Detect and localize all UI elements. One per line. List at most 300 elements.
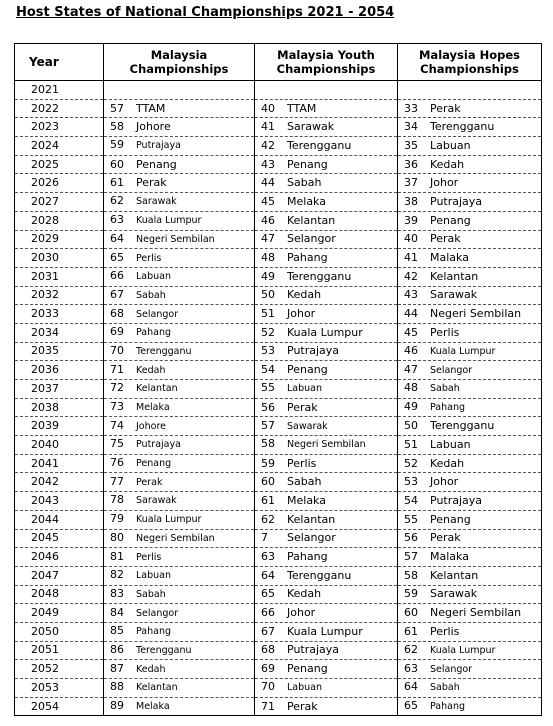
- table-row: [15, 660, 542, 679]
- table-row: [15, 510, 542, 529]
- host-cell: [104, 454, 255, 473]
- edition-number: 37: [404, 176, 418, 190]
- edition-number: 57: [404, 550, 418, 564]
- header-line: Malaysia Hopes: [418, 48, 520, 62]
- host-state: Kelantan: [136, 383, 178, 395]
- host-state: Melaka: [136, 701, 170, 713]
- host-state: Selangor: [136, 607, 179, 619]
- host-state: Negeri Sembilan: [136, 233, 215, 245]
- host-cell: [104, 211, 255, 230]
- host-cell: [398, 548, 542, 567]
- host-state: Perak: [430, 232, 461, 246]
- edition-number: 53: [261, 344, 275, 358]
- table-row: [15, 622, 542, 641]
- edition-number: 54: [404, 493, 418, 507]
- host-state: Kuala Lumpur: [430, 644, 496, 656]
- host-state: Sabah: [287, 475, 322, 489]
- host-cell: [398, 436, 542, 455]
- edition-number: 71: [110, 362, 124, 376]
- table-row: [15, 492, 542, 511]
- header-line: Championships: [129, 62, 229, 76]
- edition-number: 63: [110, 213, 124, 227]
- header-line: Championships: [276, 62, 376, 76]
- host-state: Perlis: [430, 325, 460, 339]
- host-cell: [104, 436, 255, 455]
- table-body: [15, 81, 542, 716]
- host-cell: [104, 604, 255, 623]
- edition-number: 62: [110, 194, 124, 208]
- host-cell: [104, 660, 255, 679]
- header-line: Malaysia: [150, 48, 208, 62]
- edition-number: 42: [261, 138, 275, 152]
- table-row: [15, 137, 542, 156]
- host-state: Kelantan: [287, 213, 336, 227]
- year-cell: 2044: [15, 510, 104, 529]
- host-cell: [104, 286, 255, 305]
- host-state: Sarawak: [430, 288, 478, 302]
- host-cell: [255, 436, 398, 455]
- host-state: Perak: [136, 476, 163, 488]
- table-row: [15, 529, 542, 548]
- year-cell: 2034: [15, 323, 104, 342]
- host-state: Putrajaya: [136, 140, 181, 152]
- edition-number: 74: [110, 418, 124, 432]
- year-cell: 2038: [15, 398, 104, 417]
- edition-number: 55: [261, 381, 275, 395]
- edition-number: 66: [110, 269, 124, 283]
- host-state: Kuala Lumpur: [287, 624, 363, 638]
- host-cell: [255, 155, 398, 174]
- host-cell: [255, 473, 398, 492]
- edition-number: 48: [404, 381, 418, 395]
- host-state: Perak: [287, 400, 318, 414]
- edition-number: 82: [110, 568, 124, 582]
- host-state: Putrajaya: [136, 439, 181, 451]
- host-state: TTAM: [287, 101, 317, 115]
- host-state: Putrajaya: [430, 194, 483, 208]
- host-state: Labuan: [430, 138, 471, 152]
- host-state: Penang: [430, 213, 471, 227]
- edition-number: 55: [404, 512, 418, 526]
- host-cell: [104, 118, 255, 137]
- host-cell: [255, 137, 398, 156]
- edition-number: 88: [110, 680, 124, 694]
- edition-number: 36: [404, 157, 418, 171]
- table-row: [15, 548, 542, 567]
- table-row: [15, 323, 542, 342]
- edition-number: 47: [261, 232, 275, 246]
- year-cell: 2051: [15, 641, 104, 660]
- table-row: [15, 249, 542, 268]
- host-cell: [255, 548, 398, 567]
- host-state: Labuan: [136, 271, 172, 283]
- edition-number: 52: [404, 456, 418, 470]
- host-state: TTAM: [136, 101, 166, 115]
- table-row: [15, 697, 542, 716]
- host-cell: [398, 679, 542, 698]
- host-state: Terengganu: [287, 269, 352, 283]
- host-state: Pahang: [287, 550, 328, 564]
- year-cell: 2026: [15, 174, 104, 193]
- year-cell: 2035: [15, 342, 104, 361]
- host-state: Malaka: [430, 251, 469, 265]
- edition-number: 49: [261, 269, 275, 283]
- host-state: Perlis: [287, 456, 317, 470]
- document-title: Host States of National Championships 2021 - 2054: [16, 5, 395, 20]
- edition-number: 86: [110, 642, 124, 656]
- header-malaysia-championships: [104, 44, 255, 81]
- year-cell: 2032: [15, 286, 104, 305]
- edition-number: 77: [110, 474, 124, 488]
- host-cell: [398, 249, 542, 268]
- host-cell: [104, 380, 255, 399]
- host-cell: [255, 193, 398, 212]
- edition-number: 59: [261, 456, 275, 470]
- host-cell: [104, 99, 255, 118]
- host-state: Putrajaya: [430, 493, 483, 507]
- host-state: Selangor: [287, 531, 336, 545]
- table-row: [15, 417, 542, 436]
- host-cell: [255, 417, 398, 436]
- host-cell: [398, 118, 542, 137]
- edition-number: 62: [404, 642, 418, 656]
- header-line: Malaysia Youth: [277, 48, 375, 62]
- host-state: Labuan: [430, 437, 471, 451]
- host-cell: [255, 174, 398, 193]
- host-state: Penang: [287, 662, 328, 676]
- host-state: Kedah: [430, 157, 465, 171]
- host-cell: [255, 660, 398, 679]
- edition-number: 85: [110, 624, 124, 638]
- host-state: Johor: [430, 475, 459, 489]
- edition-number: 60: [261, 475, 275, 489]
- edition-number: 79: [110, 512, 124, 526]
- host-cell: [255, 454, 398, 473]
- year-cell: 2048: [15, 585, 104, 604]
- host-cell: [104, 137, 255, 156]
- host-cell: [104, 81, 255, 100]
- edition-number: 47: [404, 362, 418, 376]
- host-state: Pahang: [287, 251, 328, 265]
- year-cell: 2036: [15, 361, 104, 380]
- year-cell: 2024: [15, 137, 104, 156]
- host-state: Selangor: [136, 308, 179, 320]
- year-cell: 2046: [15, 548, 104, 567]
- host-state: Negeri Sembilan: [136, 532, 215, 544]
- host-cell: [104, 193, 255, 212]
- table-row: [15, 604, 542, 623]
- year-cell: 2052: [15, 660, 104, 679]
- host-cell: [398, 417, 542, 436]
- host-states-table: [14, 43, 542, 716]
- host-state: Penang: [287, 157, 328, 171]
- host-state: Kuala Lumpur: [136, 514, 202, 526]
- table-row: [15, 118, 542, 137]
- host-cell: [398, 99, 542, 118]
- year-cell: 2047: [15, 566, 104, 585]
- host-state: Pahang: [430, 402, 466, 414]
- table-row: [15, 342, 542, 361]
- edition-number: 45: [404, 325, 418, 339]
- header-malaysia-hopes-championships: [398, 44, 542, 81]
- header-line: Championships: [420, 62, 519, 76]
- edition-number: 62: [261, 512, 275, 526]
- host-state: Kedah: [287, 587, 322, 601]
- host-cell: [104, 249, 255, 268]
- host-cell: [255, 398, 398, 417]
- edition-number: 44: [404, 307, 418, 321]
- table-row: [15, 81, 542, 100]
- edition-number: 46: [404, 343, 418, 357]
- edition-number: 70: [261, 680, 275, 694]
- edition-number: 65: [404, 699, 418, 713]
- edition-number: 45: [261, 194, 275, 208]
- host-state: Kedah: [136, 663, 166, 675]
- edition-number: 69: [110, 325, 124, 339]
- host-cell: [398, 267, 542, 286]
- host-cell: [255, 305, 398, 324]
- host-cell: [255, 323, 398, 342]
- edition-number: 58: [110, 120, 124, 134]
- edition-number: 41: [404, 251, 418, 265]
- host-cell: [104, 510, 255, 529]
- host-cell: [255, 342, 398, 361]
- host-cell: [255, 380, 398, 399]
- edition-number: 51: [404, 437, 418, 451]
- host-state: Terengganu: [287, 138, 352, 152]
- table-row: [15, 454, 542, 473]
- host-cell: [104, 492, 255, 511]
- edition-number: 40: [261, 101, 275, 115]
- host-cell: [398, 174, 542, 193]
- host-cell: [104, 548, 255, 567]
- edition-number: 56: [404, 531, 418, 545]
- host-state: Selangor: [430, 364, 473, 376]
- table-row: [15, 473, 542, 492]
- edition-number: 83: [110, 586, 124, 600]
- host-cell: [104, 417, 255, 436]
- host-cell: [398, 622, 542, 641]
- host-cell: [398, 155, 542, 174]
- edition-number: 65: [110, 250, 124, 264]
- edition-number: 64: [110, 231, 124, 245]
- host-cell: [104, 473, 255, 492]
- host-cell: [255, 510, 398, 529]
- host-state: Putrajaya: [287, 344, 340, 358]
- edition-number: 89: [110, 699, 124, 713]
- year-cell: 2045: [15, 529, 104, 548]
- host-state: Sawarak: [287, 420, 328, 432]
- year-cell: 2042: [15, 473, 104, 492]
- year-cell: 2049: [15, 604, 104, 623]
- table-row: [15, 230, 542, 249]
- edition-number: 63: [404, 661, 418, 675]
- host-cell: [398, 566, 542, 585]
- table-row: [15, 436, 542, 455]
- host-state: Malaka: [430, 550, 469, 564]
- host-state: Kedah: [136, 364, 166, 376]
- host-cell: [255, 566, 398, 585]
- host-cell: [255, 81, 398, 100]
- table-row: [15, 174, 542, 193]
- table-row: [15, 193, 542, 212]
- host-cell: [398, 323, 542, 342]
- host-state: Negeri Sembilan: [287, 439, 366, 451]
- year-cell: 2023: [15, 118, 104, 137]
- host-cell: [398, 492, 542, 511]
- table-header-row: [15, 44, 542, 81]
- year-cell: 2025: [15, 155, 104, 174]
- host-state: Penang: [136, 458, 172, 470]
- host-cell: [104, 267, 255, 286]
- host-cell: [104, 174, 255, 193]
- year-cell: 2029: [15, 230, 104, 249]
- host-cell: [398, 286, 542, 305]
- host-cell: [104, 361, 255, 380]
- host-cell: [104, 155, 255, 174]
- host-cell: [255, 641, 398, 660]
- host-state: Putrajaya: [287, 643, 340, 657]
- host-cell: [255, 118, 398, 137]
- table-row: [15, 99, 542, 118]
- edition-number: 67: [261, 624, 275, 638]
- host-state: Selangor: [287, 232, 336, 246]
- host-cell: [255, 286, 398, 305]
- year-cell: 2054: [15, 697, 104, 716]
- host-state: Labuan: [287, 682, 323, 694]
- edition-number: 57: [110, 101, 124, 115]
- table-row: [15, 398, 542, 417]
- table-row: [15, 211, 542, 230]
- edition-number: 48: [261, 251, 275, 265]
- edition-number: 51: [261, 307, 275, 321]
- host-cell: [398, 529, 542, 548]
- edition-number: 71: [261, 699, 275, 713]
- edition-number: 61: [261, 493, 275, 507]
- edition-number: 38: [404, 194, 418, 208]
- edition-number: 75: [110, 437, 124, 451]
- host-state: Melaka: [287, 493, 326, 507]
- host-state: Labuan: [287, 383, 323, 395]
- host-state: Perak: [430, 531, 461, 545]
- edition-number: 81: [110, 549, 124, 563]
- host-cell: [104, 697, 255, 716]
- host-state: Pahang: [136, 626, 172, 638]
- edition-number: 50: [404, 419, 418, 433]
- host-state: Sabah: [136, 588, 166, 600]
- host-cell: [255, 622, 398, 641]
- edition-number: 59: [404, 587, 418, 601]
- table-row: [15, 641, 542, 660]
- edition-number: 61: [404, 624, 418, 638]
- edition-number: 52: [261, 325, 275, 339]
- host-state: Kuala Lumpur: [430, 345, 496, 357]
- host-cell: [398, 398, 542, 417]
- host-cell: [104, 323, 255, 342]
- edition-number: 50: [261, 288, 275, 302]
- host-cell: [104, 566, 255, 585]
- edition-number: 44: [261, 176, 275, 190]
- edition-number: 58: [261, 437, 275, 451]
- host-state: Sarawak: [287, 120, 335, 134]
- host-cell: [398, 660, 542, 679]
- edition-number: 39: [404, 213, 418, 227]
- host-state: Terengganu: [430, 419, 495, 433]
- host-state: Sabah: [287, 176, 322, 190]
- host-cell: [398, 230, 542, 249]
- host-state: Terengganu: [136, 644, 192, 656]
- edition-number: 78: [110, 493, 124, 507]
- host-cell: [398, 211, 542, 230]
- host-state: Kedah: [430, 456, 465, 470]
- year-cell: 2037: [15, 380, 104, 399]
- edition-number: 60: [404, 606, 418, 620]
- host-state: Sabah: [136, 289, 166, 301]
- host-cell: [398, 137, 542, 156]
- year-cell: 2039: [15, 417, 104, 436]
- host-cell: [398, 641, 542, 660]
- edition-number: 43: [404, 288, 418, 302]
- host-state: Sarawak: [430, 587, 478, 601]
- host-cell: [398, 510, 542, 529]
- host-cell: [255, 361, 398, 380]
- host-state: Johore: [136, 120, 171, 134]
- edition-number: 87: [110, 661, 124, 675]
- host-state: Kelantan: [287, 512, 336, 526]
- host-state: Terengganu: [136, 345, 192, 357]
- host-cell: [398, 604, 542, 623]
- host-cell: [104, 622, 255, 641]
- host-cell: [398, 81, 542, 100]
- host-cell: [255, 492, 398, 511]
- host-state: Terengganu: [430, 120, 495, 134]
- header-malaysia-youth-championships: [255, 44, 398, 81]
- edition-number: 53: [404, 475, 418, 489]
- host-state: Johor: [287, 606, 316, 620]
- host-cell: [255, 99, 398, 118]
- host-cell: [255, 529, 398, 548]
- host-state: Sabah: [430, 383, 460, 395]
- edition-number: 61: [110, 176, 124, 190]
- host-cell: [255, 679, 398, 698]
- host-cell: [104, 305, 255, 324]
- year-cell: 2050: [15, 622, 104, 641]
- host-cell: [104, 529, 255, 548]
- edition-number: 64: [404, 680, 418, 694]
- header-year: Year: [15, 44, 104, 81]
- edition-number: 72: [110, 381, 124, 395]
- table-row: [15, 267, 542, 286]
- year-cell: 2040: [15, 436, 104, 455]
- edition-number: 68: [261, 643, 275, 657]
- edition-number: 67: [110, 287, 124, 301]
- host-state: Perak: [287, 699, 318, 713]
- host-state: Johor: [430, 176, 459, 190]
- table-row: [15, 585, 542, 604]
- edition-number: 7: [261, 531, 268, 545]
- host-state: Negeri Sembilan: [430, 606, 522, 620]
- edition-number: 43: [261, 157, 275, 171]
- host-state: Perlis: [430, 624, 460, 638]
- edition-number: 60: [110, 157, 124, 171]
- host-cell: [398, 473, 542, 492]
- year-cell: 2030: [15, 249, 104, 268]
- edition-number: 33: [404, 101, 418, 115]
- edition-number: 66: [261, 606, 275, 620]
- host-state: Kelantan: [430, 568, 479, 582]
- host-state: Selangor: [430, 663, 473, 675]
- year-cell: 2041: [15, 454, 104, 473]
